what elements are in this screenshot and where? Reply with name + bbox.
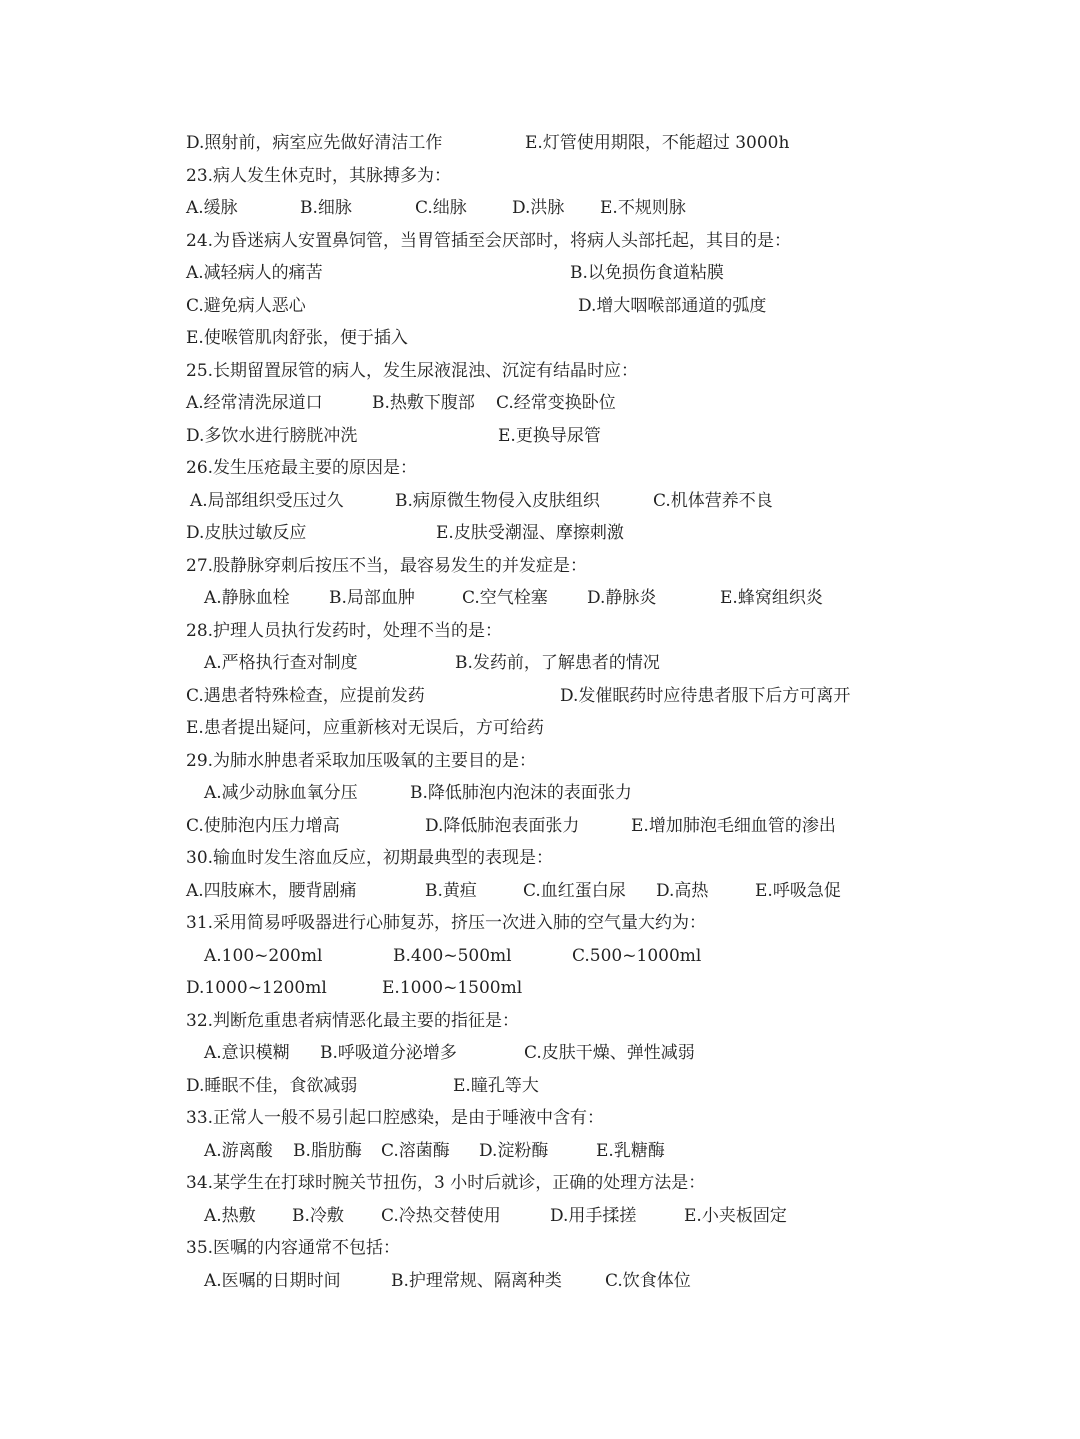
options-line: [0, 322, 1080, 354]
answer-option: B.护理常规、隔离种类: [391, 1270, 562, 1291]
answer-option: A.经常清洗尿道口: [186, 393, 323, 413]
answer-option: A.意识模糊: [204, 1043, 290, 1063]
answer-option: B.黄疸: [425, 880, 477, 901]
answer-option: E.灯管使用期限，不能超过 3000h: [525, 133, 790, 153]
answer-option: C.绌脉: [415, 198, 467, 218]
answer-option: C.空气栓塞: [462, 588, 548, 608]
options-line: [0, 1135, 1080, 1167]
answer-option: C.遇患者特殊检查，应提前发药: [186, 685, 425, 706]
options-line: [0, 972, 1080, 1004]
answer-option: A.静脉血栓: [204, 588, 290, 608]
answer-option: E.1000~1500ml: [382, 978, 523, 998]
answer-option: B.呼吸道分泌增多: [320, 1043, 457, 1063]
options-line: [0, 192, 1080, 224]
answer-option: D.照射前，病室应先做好清洁工作: [186, 133, 443, 153]
answer-option: E.乳糖酶: [596, 1140, 665, 1161]
question-text: 24.为昏迷病人安置鼻饲管，当胃管插至会厌部时，将病人头部托起，其目的是：: [186, 230, 792, 251]
answer-option: D.降低肺泡表面张力: [425, 815, 580, 836]
options-line: [0, 875, 1080, 907]
answer-option: D.发催眠药时应待患者服下后方可离开: [560, 685, 851, 706]
options-line: [0, 290, 1080, 322]
question-text: 34.某学生在打球时腕关节扭伤，3 小时后就诊，正确的处理方法是：: [186, 1173, 706, 1193]
answer-option: C.经常变换卧位: [496, 393, 616, 413]
question-line: [0, 1232, 1080, 1264]
answer-option: B.发药前，了解患者的情况: [455, 653, 660, 673]
question-line: [0, 550, 1080, 582]
answer-option: C.机体营养不良: [653, 490, 773, 511]
question-text: 29.为肺水肿患者采取加压吸氧的主要目的是：: [186, 750, 537, 771]
answer-option: A.减轻病人的痛苦: [186, 263, 323, 283]
options-line: [0, 517, 1080, 549]
answer-option: C.冷热交替使用: [381, 1205, 501, 1226]
question-text: 25.长期留置尿管的病人，发生尿液混浊、沉淀有结晶时应：: [186, 360, 639, 381]
options-line: [0, 1265, 1080, 1297]
answer-option: A.缓脉: [186, 198, 238, 218]
answer-option: A.游离酸: [204, 1140, 273, 1161]
question-text: 32.判断危重患者病情恶化最主要的指征是：: [186, 1010, 520, 1031]
answer-option: C.血红蛋白尿: [523, 880, 626, 901]
answer-option: E.呼吸急促: [755, 880, 841, 901]
question-line: [0, 842, 1080, 874]
question-text: 27.股静脉穿刺后按压不当，最容易发生的并发症是：: [186, 555, 588, 576]
answer-option: D.洪脉: [512, 198, 565, 218]
options-line: [0, 940, 1080, 972]
answer-option: C.皮肤干燥、弹性减弱: [524, 1043, 695, 1063]
answer-option: C.使肺泡内压力增高: [186, 815, 340, 836]
question-text: 33.正常人一般不易引起口腔感染，是由于唾液中含有：: [186, 1108, 605, 1128]
answer-option: A.严格执行查对制度: [204, 653, 358, 673]
options-line: [0, 485, 1080, 517]
question-line: [0, 1167, 1080, 1199]
question-line: [0, 1102, 1080, 1134]
answer-option: B.病原微生物侵入皮肤组织: [395, 490, 600, 511]
options-line: [0, 582, 1080, 614]
answer-option: D.高热: [656, 880, 709, 901]
options-line: [0, 387, 1080, 419]
question-text: 30.输血时发生溶血反应，初期最典型的表现是：: [186, 848, 554, 868]
question-line: [0, 1005, 1080, 1037]
answer-option: B.局部血肿: [329, 588, 415, 608]
answer-option: D.增大咽喉部通道的弧度: [578, 295, 767, 316]
answer-option: E.皮肤受潮湿、摩擦刺激: [436, 523, 624, 543]
options-line: [0, 1070, 1080, 1102]
answer-option: D.睡眠不佳，食欲减弱: [186, 1075, 358, 1096]
question-text: 28.护理人员执行发药时，处理不当的是：: [186, 620, 503, 641]
question-line: [0, 907, 1080, 939]
options-line: [0, 257, 1080, 289]
options-line: [0, 1037, 1080, 1069]
answer-option: B.400~500ml: [393, 945, 512, 966]
question-line: [0, 225, 1080, 257]
answer-option: E.使喉管肌肉舒张，便于插入: [186, 328, 408, 348]
question-line: [0, 745, 1080, 777]
answer-option: A.热敷: [204, 1205, 256, 1226]
options-line: [0, 127, 1080, 159]
answer-option: D.淀粉酶: [479, 1140, 549, 1161]
answer-option: E.小夹板固定: [684, 1205, 787, 1226]
question-text: 35.医嘱的内容通常不包括：: [186, 1238, 401, 1258]
question-line: [0, 452, 1080, 484]
question-text: 26.发生压疮最主要的原因是：: [186, 458, 418, 478]
answer-option: A.四肢麻木，腰背剧痛: [186, 880, 357, 901]
answer-option: D.静脉炎: [587, 588, 657, 608]
answer-option: B.脂肪酶: [293, 1140, 362, 1161]
answer-option: B.冷敷: [292, 1205, 344, 1226]
answer-option: B.热敷下腹部: [372, 393, 475, 413]
answer-option: A.减少动脉血氧分压: [204, 783, 358, 803]
question-line: [0, 355, 1080, 387]
answer-option: E.蜂窝组织炎: [720, 588, 823, 608]
answer-option: D.用手揉搓: [550, 1205, 637, 1226]
answer-option: B.细脉: [300, 198, 352, 218]
answer-option: C.500~1000ml: [572, 945, 702, 966]
answer-option: A.医嘱的日期时间: [204, 1270, 341, 1291]
answer-option: E.增加肺泡毛细血管的渗出: [631, 815, 836, 836]
answer-option: C.溶菌酶: [381, 1140, 450, 1161]
question-line: [0, 160, 1080, 192]
options-line: [0, 777, 1080, 809]
answer-option: B.降低肺泡内泡沫的表面张力: [410, 783, 632, 803]
options-line: [0, 647, 1080, 679]
answer-option: E.患者提出疑问，应重新核对无误后，方可给药: [186, 718, 544, 738]
answer-option: E.更换导尿管: [498, 425, 601, 446]
options-line: [0, 810, 1080, 842]
answer-option: E.瞳孔等大: [453, 1075, 539, 1096]
options-line: [0, 712, 1080, 744]
question-text: 23.病人发生休克时，其脉搏多为：: [186, 165, 452, 186]
answer-option: A.100~200ml: [204, 945, 323, 966]
answer-option: C.饮食体位: [605, 1270, 691, 1291]
answer-option: E.不规则脉: [600, 198, 686, 218]
answer-option: C.避免病人恶心: [186, 295, 306, 316]
answer-option: D.1000~1200ml: [186, 978, 327, 998]
question-text: 31.采用简易呼吸器进行心肺复苏，挤压一次进入肺的空气量大约为：: [186, 913, 707, 933]
options-line: [0, 680, 1080, 712]
options-line: [0, 420, 1080, 452]
answer-option: D.皮肤过敏反应: [186, 523, 307, 543]
answer-option: B.以免损伤食道粘膜: [570, 263, 724, 283]
answer-option: D.多饮水进行膀胱冲洗: [186, 425, 358, 446]
options-line: [0, 1200, 1080, 1232]
question-line: [0, 615, 1080, 647]
answer-option: A.局部组织受压过久: [190, 490, 344, 511]
